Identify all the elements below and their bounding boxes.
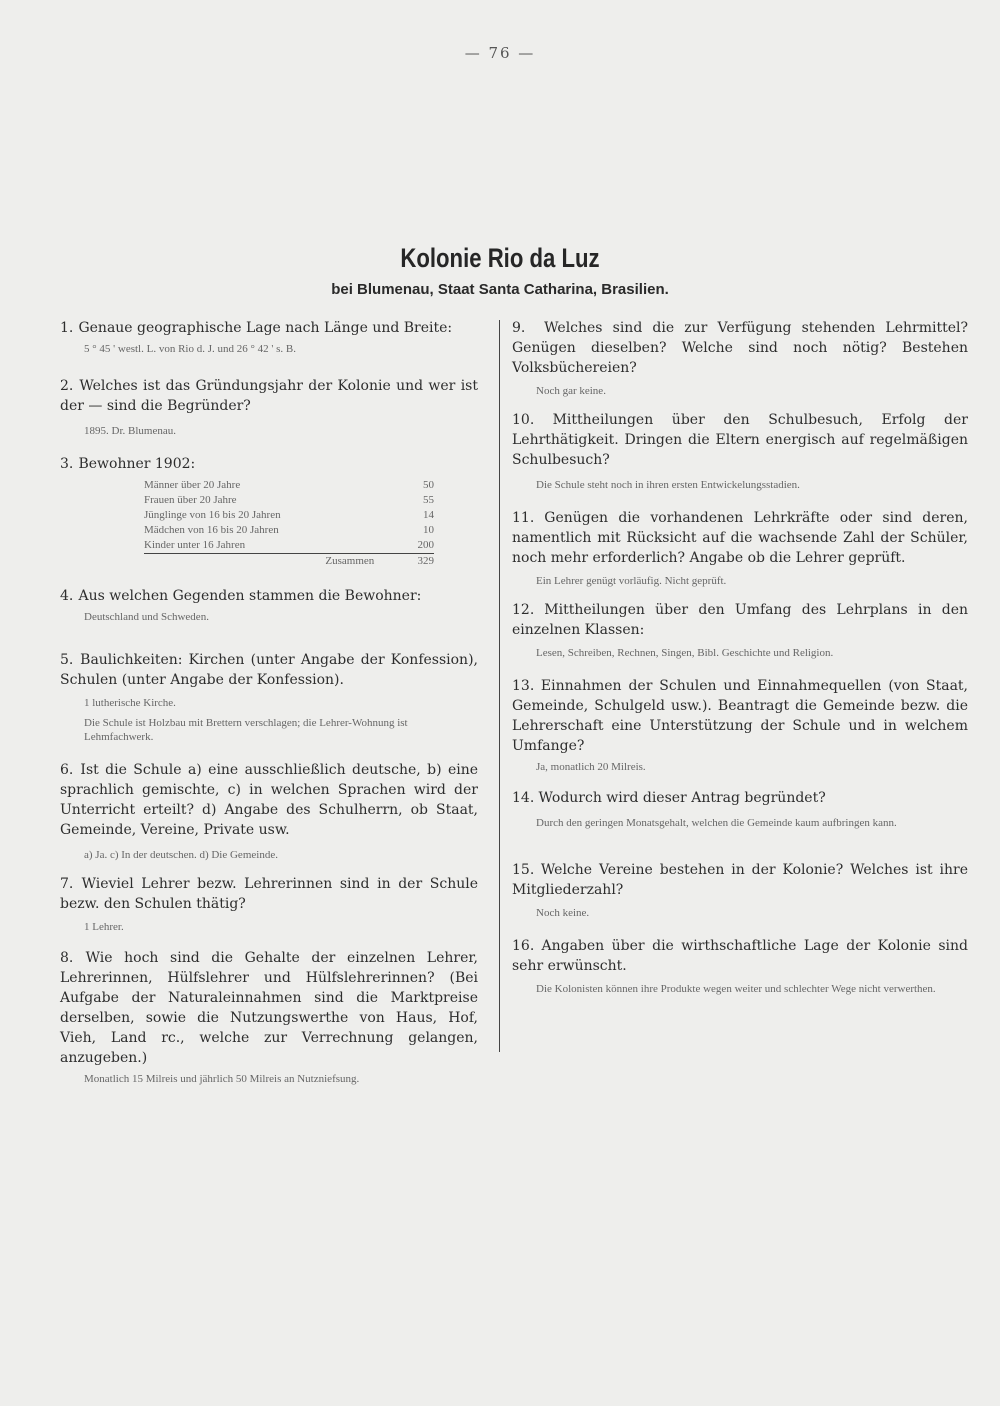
question-text: Baulichkeiten: Kirchen (unter Angabe der Konfession), Schulen (unter Angabe der Konfession). (60, 652, 478, 688)
row-label: Mädchen von 16 bis 20 Jahren (144, 524, 279, 536)
row-label: Jünglinge von 16 bis 20 Jahren (144, 509, 281, 521)
question-5 (60, 650, 478, 744)
question-6 (60, 760, 478, 862)
question-number: 5. (60, 652, 74, 668)
question-number: 13. (512, 678, 535, 694)
question-14 (512, 788, 968, 830)
page-subtitle: bei Blumenau, Staat Santa Catharina, Brasilien. (331, 281, 669, 298)
row-value: 55 (423, 494, 434, 506)
answer-text: Noch keine. (536, 907, 590, 919)
answer-text: 5 ° 45 ' westl. L. von Rio d. J. und 26 ° 42 ' s. B. (84, 343, 296, 355)
answer-text: Durch den geringen Monatsgehalt, welchen die Gemeinde kaum aufbringen kann. (536, 817, 897, 829)
row-label: Kinder unter 16 Jahren (144, 539, 246, 551)
answer-text: Die Schule steht noch in ihren ersten Entwickelungsstadien. (536, 479, 800, 491)
answer-text: Die Kolonisten können ihre Produkte wegen weiter und schlechter Wege nicht verwerthen. (536, 983, 936, 995)
row-value: 50 (423, 479, 434, 491)
question-number: 15. (512, 862, 535, 878)
question-text: Welches sind die zur Verfügung stehenden Lehrmittel? Genügen dieselben? Welche sind noch nötig? Bestehen Volksbüchereien? (512, 320, 968, 376)
answer-text: Monatlich 15 Milreis und jährlich 50 Milreis an Nutzniefsung. (84, 1073, 360, 1085)
question-2 (60, 376, 478, 438)
question-text: Wieviel Lehrer bezw. Lehrerinnen sind in der Schule bezw. den Schulen thätig? (60, 876, 478, 912)
question-16 (512, 936, 968, 996)
question-text: Mittheilungen über den Umfang des Lehrplans in den einzelnen Klassen: (512, 602, 968, 638)
question-number: 8. (60, 950, 74, 966)
question-text: Mittheilungen über den Schulbesuch, Erfolg der Lehrthätigkeit. Dringen die Eltern energisch auf regelmäßigen Schulbesuch? (512, 412, 968, 468)
answer-text: Ja, monatlich 20 Milreis. (536, 761, 646, 773)
question-number: 4. (60, 588, 74, 604)
question-text: Welches ist das Gründungsjahr der Kolonie und wer ist der — sind die Begründer? (60, 378, 478, 414)
answer-text: 1 Lehrer. (84, 921, 124, 933)
question-text: Genaue geographische Lage nach Länge und Breite: (78, 320, 453, 336)
question-8 (60, 948, 478, 1086)
question-text: Einnahmen der Schulen und Einnahmequellen (von Staat, Gemeinde, Schulgeld usw.). Beantragt die Gemeinde bezw. die Lehrerschaft eine Unterstützung der Schule und in welchem Umfange? (512, 678, 969, 754)
question-15 (512, 860, 968, 920)
row-label: Frauen über 20 Jahre (144, 494, 237, 506)
table-row (144, 538, 434, 554)
question-text: Wodurch wird dieser Antrag begründet? (538, 790, 826, 806)
question-number: 11. (512, 510, 535, 526)
row-value: 14 (423, 509, 434, 521)
question-number: 10. (512, 412, 535, 428)
question-text: Welche Vereine bestehen in der Kolonie? Welches ist ihre Mitgliederzahl? (512, 862, 968, 898)
question-1 (60, 318, 478, 356)
question-number: 6. (60, 762, 74, 778)
question-4 (60, 586, 478, 624)
row-value: 10 (423, 524, 434, 536)
table-row (144, 478, 434, 493)
question-text: Ist die Schule a) eine ausschließlich deutsche, b) eine sprachlich gemischte, c) in welchen Sprachen wird der Unterricht erteilt? d) Angabe des Schulherrn, ob Staat, Gemeinde, Vereine, Private usw. (60, 762, 479, 838)
question-number: 9. (512, 320, 526, 336)
question-12 (512, 600, 968, 660)
question-7 (60, 874, 478, 934)
total-label: Zusammen (144, 554, 396, 570)
table-row (144, 493, 434, 508)
question-text: Bewohner 1902: (78, 456, 196, 472)
total-value: 329 (396, 554, 434, 570)
question-text: Angaben über die wirthschaftliche Lage der Kolonie sind sehr erwünscht. (512, 938, 968, 974)
answer-text: Lesen, Schreiben, Rechnen, Singen, Bibl. Geschichte und Religion. (536, 647, 834, 659)
question-number: 12. (512, 602, 535, 618)
column-divider (499, 320, 500, 1052)
table-row (144, 508, 434, 523)
question-number: 16. (512, 938, 535, 954)
table-total-row (144, 554, 434, 570)
row-label: Männer über 20 Jahre (144, 479, 241, 491)
table-row (144, 523, 434, 538)
question-text: Genügen die vorhandenen Lehrkräfte oder sind deren, namentlich mit Rücksicht auf die wachsende Zahl der Schüler, noch mehr erforderlich? Angabe ob die Lehrer geprüft. (512, 510, 968, 566)
question-number: 1. (60, 320, 74, 336)
answer-text: Ein Lehrer genügt vorläufig. Nicht geprüft. (536, 575, 727, 587)
answer-text: a) Ja. c) In der deutschen. d) Die Gemeinde. (84, 849, 278, 861)
question-number: 7. (60, 876, 74, 892)
page-title: Kolonie Rio da Luz (400, 243, 600, 273)
answer-text: Deutschland und Schweden. (84, 611, 209, 623)
answer-text: 1895. Dr. Blumenau. (84, 425, 176, 437)
answer-text: 1 lutherische Kirche. (84, 697, 176, 709)
question-text: Wie hoch sind die Gehalte der einzelnen Lehrer, Lehrerinnen, Hülfslehrer und Hülfslehrerinnen? (Bei Aufgabe der Naturaleinnahmen sind die Marktpreise derselben, sowie die Nutzungswerthe von Haus, Hof, Vieh, Land rc., welche zur Verrechnung gelangen, anzugeben.) (60, 950, 478, 1066)
question-11 (512, 508, 968, 588)
question-3 (60, 454, 478, 474)
population-table (144, 478, 434, 569)
answer-text: Noch gar keine. (536, 385, 606, 397)
answer-text: Die Schule ist Holzbau mit Brettern verschlagen; die Lehrer-Wohnung ist Lehmfachwerk. (84, 717, 408, 743)
question-number: 14. (512, 790, 535, 806)
question-text: Aus welchen Gegenden stammen die Bewohner: (78, 588, 422, 604)
question-number: 3. (60, 456, 74, 472)
question-10 (512, 410, 968, 492)
question-13 (512, 676, 968, 774)
question-number: 2. (60, 378, 74, 394)
page-number: — 76 — (464, 44, 536, 62)
question-9 (512, 318, 968, 398)
row-value: 200 (417, 539, 434, 551)
